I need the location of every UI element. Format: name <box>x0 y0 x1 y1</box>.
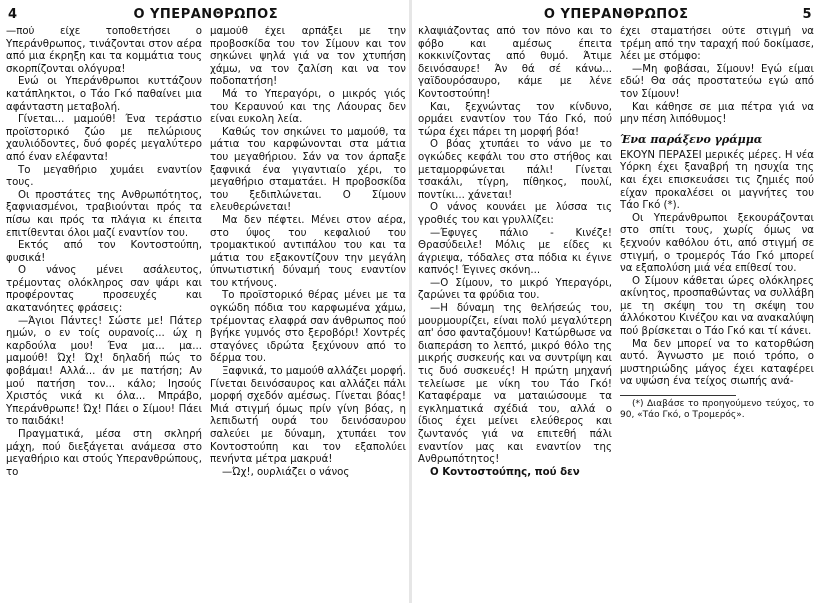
paragraph: Ο Κοντοστούπης, πού δεν <box>430 466 580 478</box>
paragraph: —Έφυγες πάλιο - Κινέζε! Θρασύδειλε! Μόλις με είδες κι άγριεψα, τόδαλες στα πόδια κι έγινε καπνός! Έγινες σκόνη... <box>418 227 612 277</box>
footnote: (*) Διαβάσε το προηγούμενο τεύχος, το 90, «Τάο Γκό, ο Τρομερός». <box>620 399 814 421</box>
paragraph: Και, ξεχνώντας τον κίνδυνο, ορμάει εναντίον του Τάο Γκό, πού τώρα έχει πάρει τη μορφή βόα! <box>418 101 612 138</box>
paragraph: Μα δεν πέφτει. Μένει στον αέρα, στο ύψος του κεφαλιού του τρομακτικού αντιπάλου του και τα μάτια του εξακοντίζουν την μεγάλη ύπνωτιστική δύναμή τους εναντίον του κτήνους. <box>210 214 406 289</box>
paragraph: Το προϊστορικό θέρας μένει με τα ογκώδη πόδια του καρφωμένα χάμω, τρέμοντας ελαφρά σαν άνθρωπος πού βγήκε γυμνός στο ξεροβόρι! Χοντρές σταγόνες ιδρώτα ξεχύνουν από το δέρμα του. <box>210 290 406 365</box>
paragraph: ΕΚΟΥΝ ΠΕΡΑΣΕΙ μερικές μέρες. Η νέα Υόρκη έχει ξαναβρή τη ησυχία της και έχει επισκευάσει τις ζημιές πού είχαν προκαλέσει οι μαγνήτες του Τάο Γκό (*). <box>620 149 814 212</box>
paragraph: Το μεγαθήριο χυμάει εναντίον τους. <box>6 164 202 189</box>
left-running-title: Ο ΥΠΕΡΑΝΘΡΩΠΟΣ <box>133 6 279 22</box>
paragraph: έχει σταματήσει ούτε στιγμή να τρέμη από την ταραχή πού δοκίμασε, λέει με στόμφο: <box>620 26 814 63</box>
paragraph: —Ώχ!, ουρλιάζει ο νάνος <box>222 466 350 478</box>
paragraph: μαμούθ έχει αρπάξει με την προβοσκίδα του τον Σίμουν και τον σηκώνει ψηλά γιά να τον χτυπήση χάμω, να τον ζαλίση και να τον ποδοπατήση! <box>210 26 406 88</box>
paragraph: Ενώ οι Υπεράνθρωποι κυττάζουν κατάπληκτοι, ο Τάο Γκό παθαίνει μια αφάνταστη μεταβολή. <box>6 76 202 113</box>
left-column-2 <box>210 26 406 601</box>
right-page-number: 5 <box>802 6 812 22</box>
right-column-1 <box>418 26 612 601</box>
left-column-1 <box>6 26 202 601</box>
right-running-title: Ο ΥΠΕΡΑΝΘΡΩΠΟΣ <box>543 6 689 22</box>
right-column-2 <box>620 26 814 601</box>
paragraph: —Άγιοι Πάντες! Σώστε με! Πάτερ ημών, ο εν τοίς ουρανοίς... ώχ η καρδούλα μου! Ένα μα... μα... μαμούθ! Ώχ! Ώχ! δηλαδή πώς το φοβάμαι! Αλλά... άν με πατήση; Αν μού πατήση τον... κάλο; Ιησούς Χριστός νικά κι όλα... Μπράβο, Υπεράνθρωπε! Ώχ! Πάει ο Σίμου! Πάει το παιδάκι! <box>6 315 202 428</box>
paragraph: Και κάθησε σε μια πέτρα γιά να μην πέση λιπόθυμος! <box>620 101 814 126</box>
paragraph: Καθώς τον σηκώνει το μαμούθ, τα μάτια του καρφώνονται στα μάτια του μεγαθήριου. Σάν να τον άρπαξε ξαφνικά ένα γιγαντιαίο χέρι, το μεγαθήριο σταματάει. Η προβοσκίδα του ξεδιπλώνεται. Ο Σίμουν ελευθερώνεται! <box>210 126 406 214</box>
right-columns <box>418 26 814 601</box>
section-heading: Ένα παράξενο γράμμα <box>620 132 763 146</box>
paragraph: Πραγματικά, μέσα στη σκληρή μάχη, πού διεξάγεται ανάμεσα στο μεγαθήριο και στούς Υπερανθρώπους, το <box>6 429 202 478</box>
footnote-divider <box>620 395 736 396</box>
paragraph: Ο νάνος μένει ασάλευτος, τρέμοντας ολόκληρος σαν ψάρι και προφέροντας προσευχές και ακατανόητες φράσεις: <box>6 265 202 315</box>
paragraph: —πού είχε τοποθετήσει ο Υπεράνθρωπος, τινάζονται στον αέρα από μια έκρηξη και τα κομμάτια τους σκορπίζονται ολόγυρα! <box>6 26 202 75</box>
right-page <box>412 0 820 603</box>
paragraph: Οι προστάτες της Ανθρωπότητος, ξαφνιασμένοι, τραβιούνται πρός τα πίσω και πρός τα πλάγια κι έπειτα επιτίθενται όλοι μαζί εναντίον του. <box>6 189 202 239</box>
paragraph: Μά το Υπεραγόρι, ο μικρός γιός του Κεραυνού και της Λάουρας δεν είναι ευκολη λεία. <box>210 88 406 126</box>
paragraph: Ο νάνος κουνάει με λύσσα τις γροθιές του και γρυλλίζει: <box>418 202 612 226</box>
paragraph: Ο βόας χτυπάει το νάνο με το ογκώδες κεφάλι του στο στήθος και μεταμορφώνεται πάλι! Γίνεται τσακάλι, τίγρη, πίθηκος, πουλί, ποντίκι... χάνεται! <box>418 139 612 201</box>
paragraph: Ο Σίμουν κάθεται ώρες ολόκληρες ακίνητος, προσπαθώντας να συλλάβη με τη σκέψη του τη σκέψη του άλλόκοτου Κινέζου και να ανακαλύψη πού βρίσκεται ο Τάο Γκό και τί κάνει. <box>620 275 814 338</box>
paragraph: Μα δεν μπορεί να το κατορθώση αυτό. Άγνωστο με ποιό τρόπο, ο μυστηριώδης μάγος έχει καταφέρει να υψώση ένα τείχος σιωπής ανά- <box>620 338 814 388</box>
paragraph: Εκτός από τον Κοντοστούπη, φυσικά! <box>6 240 202 264</box>
paragraph: —Ο Σίμουν, το μικρό Υπεραγόρι, ζαρώνει τα φρύδια του. <box>418 277 612 302</box>
paragraph: Οι Υπεράνθρωποι ξεκουράζονται στο σπίτι τους, χωρίς όμως να ξεχνούν καθόλου ότι, από στιγμή σε στιγμή, ο τρομερός Τάο Γκό μπορεί να εξαπολύση μιά νέα επίθεσί του. <box>620 212 814 275</box>
paragraph: —Η δύναμη της θελήσεώς του, μουρμουρίζει, είναι πολύ μεγαλύτερη απ' όσο φανταζόμουν! Κατώρθωσε να διαπεράση το λεπτό, μικρό θόλο της μικρής συσκευής και να συντρίψη και τις δυό συσκευές! Η πρώτη μηχανή τελείωσε με νίκη του Τάο Γκό! Καταφέραμε να ματαιώσουμε τα εγκληματικά σχέδιά του, αλλά ο ίδιος έχει μείνει ελεύθερος και ζωντανός γιά να επιτεθή πάλι εναντίον μας και εναντίον της Ανθρωπότητος! <box>418 303 612 466</box>
paragraph: Γίνεται... μαμούθ! Ένα τεράστιο προϊστορικό ζώο με πελώριους χαυλιόδοντες, δυό φορές μεγαλύτερο από έναν ελέφαντα! <box>6 114 202 163</box>
paragraph: Ξαφνικά, το μαμούθ αλλάζει μορφή. Γίνεται δεινόσαυρος και αλλάζει πάλι μορφή σχεδόν αμέσως. Γίνεται βόας! Μιά στιγμή όμως πρίν γίνη βόας, η λεπιδωτή ουρά του δεινόσαυρου σαλεύει με δύναμη, χτυπάει τον Κοντοστούπη και τον εξαπολύει πενήντα μέτρα μακρυά! <box>210 366 406 466</box>
left-running-head <box>8 6 404 22</box>
left-columns <box>6 26 406 601</box>
paragraph: κλαψιάζοντας από τον πόνο και το φόβο και αμέσως έπειτα κοκκινίζοντας από θυμό. Άτιμε δεινόσαυρε! Άν θά σέ κάνω... γαϊδουρόσαυρο, κάμε με λένε Κοντοστούπη! <box>418 26 612 100</box>
left-page-number: 4 <box>8 6 18 22</box>
paragraph: —Μη φοβάσαι, Σίμουν! Εγώ είμαι εδώ! Θα σάς προστατεύω εγώ από τον Σίμουν! <box>620 63 814 100</box>
right-running-head <box>420 6 812 22</box>
